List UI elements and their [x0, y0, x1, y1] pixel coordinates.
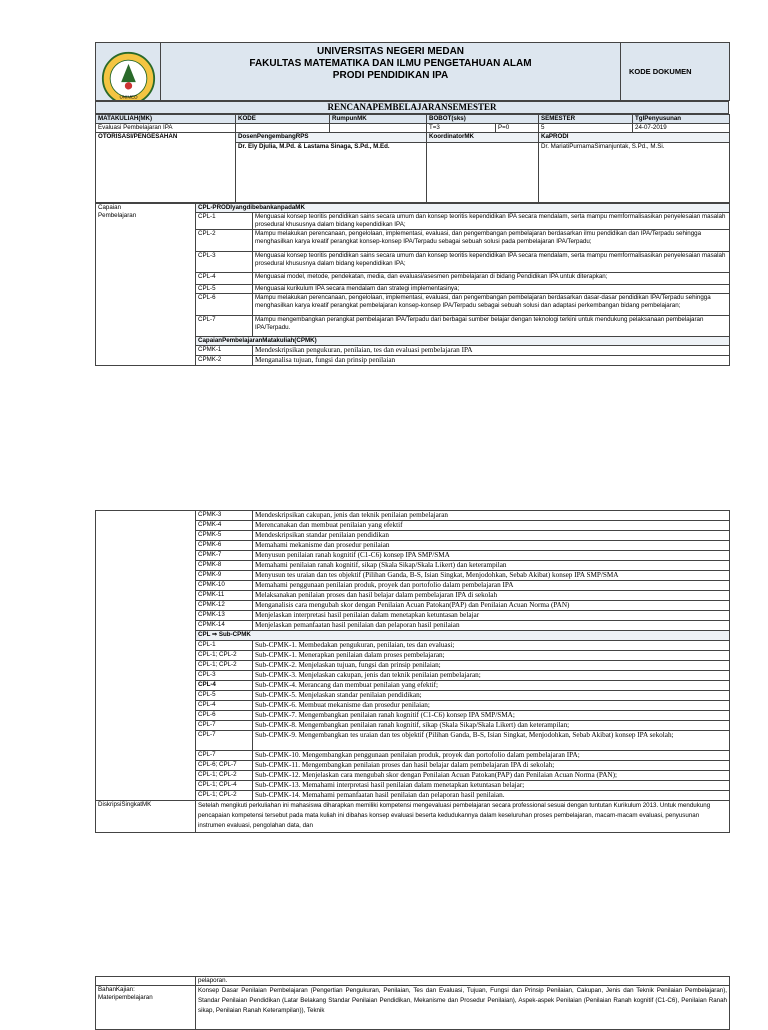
sub-code: CPL-7 [196, 751, 253, 761]
kaprodi-label: KaPRODI [539, 133, 730, 143]
rps-page-1 [95, 42, 729, 366]
koordinator-label: KoordinatorMK [427, 133, 539, 143]
diskripsi-label: DiskripsiSingkatMK [96, 801, 196, 833]
cpmk-code: CPMK-7 [196, 551, 253, 561]
cpmk-code: CPMK-4 [196, 521, 253, 531]
sub-code: CPL-1; CPL-2 [196, 771, 253, 781]
cpl-text: Menguasai kurikulum IPA secara mendalam dan strategi implementasinya; [253, 285, 730, 294]
doc-title-table [95, 101, 729, 114]
capaian-label-2: Pembelajaran [98, 212, 137, 219]
institution-title [161, 43, 621, 101]
cpl-text: Mampu mengembangkan perangkat pembelajaran IPA/Terpadu dari berbagai sumber belajar dengan teknologi terkini untuk mendukung pelaksanaan pembelajaran IPA/Terpadu. [253, 316, 730, 337]
cpmk-text: Menjelaskan interpretasi hasil penilaian dalam menetapkan ketuntasan belajar [253, 611, 730, 621]
sub-text: Sub-CPMK-3. Menjelaskan cakupan, jenis dan teknik penilaian pembelajaran; [253, 671, 730, 681]
sub-code: CPL-1; CPL-2 [196, 661, 253, 671]
col-matakuliah: MATAKULIAH(MK) [96, 115, 236, 124]
cpmk-text: Menganalisa tujuan, fungsi dan prinsip penilaian [253, 356, 730, 366]
cpmk-code: CPMK-2 [196, 356, 253, 366]
cpl-code: CPL-7 [196, 316, 253, 337]
mk-table [95, 114, 730, 203]
cpmk-code: CPMK-3 [196, 511, 253, 521]
logo-cell [96, 43, 161, 101]
col-kode: KODE [236, 115, 330, 124]
sub-text: Sub-CPMK-2. Menjelaskan tujuan, fungsi dan prinsip penilaian; [253, 661, 730, 671]
cpl-code: CPL-5 [196, 285, 253, 294]
sub-code: CPL-7 [196, 731, 253, 751]
cpmk-text: Mendeskripsikan pengukuran, penilaian, tes dan evaluasi pembelajaran IPA [253, 346, 730, 356]
cpmk-code: CPMK-5 [196, 531, 253, 541]
svg-text:UNIMED: UNIMED [119, 94, 138, 100]
cpmk-text: Mendeskripsikan standar penilaian pendidikan [253, 531, 730, 541]
cpmk-text: Menyusun tes uraian dan tes objektif (Pilihan Ganda, B-S, Isian Singkat, Menjodohkan, Sebab Akibat) konsep IPA SMP/SMA [253, 571, 730, 581]
sub-code: CPL-1; CPL-4 [196, 781, 253, 791]
cpmk-text: Menjelaskan pemanfaatan hasil penilaian dan pelaporan hasil penilaian [253, 621, 730, 631]
col-semester: SEMESTER [539, 115, 633, 124]
faculty-name: FAKULTAS MATEMATIKA DAN ILMU PENGETAHUAN ALAM [249, 58, 532, 69]
cpmk-text: Memahami penilaian ranah kognitif, sikap (Skala Sikap/Skala Likert) dan keterampilan [253, 561, 730, 571]
rps-page-2 [95, 510, 729, 833]
col-rumpun: RumpunMK [330, 115, 427, 124]
cpmk-text: Menyusun penilaian ranah kognitif (C1-C6) konsep IPA SMP/SMA [253, 551, 730, 561]
cpmk-text: Memahami mekanisme dan prosedur penilaian [253, 541, 730, 551]
rps-page-3 [95, 976, 729, 1030]
sub-code: CPL-1 [196, 641, 253, 651]
sub-code: CPL-1; CPL-2 [196, 651, 253, 661]
cpl-header: CPL-PRODIyangdibebankanpadaMK [196, 204, 730, 213]
cpmk-text: Melaksanakan penilaian proses dan hasil belajar dalam pembelajaran IPA di sekolah [253, 591, 730, 601]
cpmk-code: CPMK-1 [196, 346, 253, 356]
sub-text: Sub-CPMK-10. Mengembangkan penggunaan penilaian produk, proyek dan portofolio dalam pembelajaran IPA; [253, 751, 730, 761]
sub-code: CPL-1; CPL-2 [196, 791, 253, 801]
university-name: UNIVERSITAS NEGERI MEDAN [316, 46, 465, 57]
cpmk-header: CapaianPembelajaranMatakuliah(CPMK) [196, 337, 730, 346]
sub-code: CPL-4 [196, 681, 253, 691]
cpl-code: CPL-6 [196, 294, 253, 316]
bahan-cont: pelaporan. [196, 977, 730, 986]
kode-dokumen: KODE DOKUMEN [621, 43, 730, 101]
sub-text: Sub-CPMK-4. Merancang dan membuat penilaian yang efektif; [253, 681, 730, 691]
sub-text: Sub-CPMK-8. Mengembangkan penilaian ranah kognitif, sikap (Skala Sikap/Skala Likert) dan keterampilan; [253, 721, 730, 731]
dosen-name: Dr. Ely Djulia, M.Pd. & Lastama Sinaga, S.Pd., M.Ed. [236, 143, 427, 203]
bahan-text: Konsep Dasar Penilaian Pembelajaran (Pengertian Pengukuran, Penilaian, Tes dan Evaluasi, Tujuan, Fungsi dan Prinsip Penilaian, Cakupan, Jenis dan Teknik Penilaian Pembelajaran), Standar Penilaian Pendidikan (Latar Belakang Standar Penilaian Pendidikan, Mekanisme dan Prosedur Penilaian), Aspek-aspek Penilaian (Penilaian Ranah kognitif (C1-C6), Penilaian Ranah sikap, Penilaian Ranah Keterampilan)), Teknik [196, 986, 730, 1030]
sub-text: Sub-CPMK-6. Membuat mekanisme dan prosedur penilaian; [253, 701, 730, 711]
mk-tgl: 24-07-2019 [633, 124, 730, 133]
cp-table [95, 203, 730, 366]
cpl-code: CPL-4 [196, 273, 253, 285]
cpl-text: Menguasai model, metode, pendekatan, media, dan evaluasi/asesmen pembelajaran di bidang Pendidikan IPA untuk diterapkan; [253, 273, 730, 285]
cpmk-code: CPMK-10 [196, 581, 253, 591]
dosen-label: DosenPengembangRPS [236, 133, 427, 143]
cpl-text: Mampu melakukan perencanaan, pengelolaan, implementasi, evaluasi, dan pengembangan pembelajaran berdasarkan dasar-dasar pendidikan IPA/Terpadu sehingga menghasilkan karya kreatif perangkat pembelajaran konsep-konsep IPA/Terpadu sebagai sebuah solusi dan adaptasi perkembangan bidang pembelajaran; [253, 294, 730, 316]
mk-p: P=0 [496, 124, 539, 133]
sub-code: CPL-6 [196, 711, 253, 721]
prodi-name: PRODI PENDIDIKAN IPA [332, 70, 449, 81]
cpmk-code: CPMK-8 [196, 561, 253, 571]
mk-semester: 5 [539, 124, 633, 133]
sub-code: CPL-5 [196, 691, 253, 701]
left-empty [96, 511, 196, 801]
cpl-code: CPL-2 [196, 230, 253, 252]
cpl-text: Mampu melakukan perencanaan, pengelolaan, implementasi, evaluasi, dan pengembangan pembelajaran berdasarkan ilmu pendidikan dan IPA/Terpadu sehingga menghasilkan karya kreatif perangkat konsep-konsep IPA/Terpadu sebagai sebuah solusi pada pembelajaran IPA/Terpadu; [253, 230, 730, 252]
sub-code: CPL-7 [196, 721, 253, 731]
sub-code: CPL-6; CPL-7 [196, 761, 253, 771]
sub-code: CPL-3 [196, 671, 253, 681]
header-table [95, 42, 730, 101]
sub-text: Sub-CPMK-12. Menjelaskan cara mengubah skor dengan Penilaian Acuan Patokan(PAP) dan Penilaian Acuan Norma (PAN); [253, 771, 730, 781]
sub-text: Sub-CPMK-5. Menjelaskan standar penilaian pendidikan; [253, 691, 730, 701]
cpmk-text: Memahami penggunaan penilaian produk, proyek dan portofolio dalam pembelajaran IPA [253, 581, 730, 591]
col-bobot: BOBOT(sks) [427, 115, 539, 124]
cpmk-code: CPMK-12 [196, 601, 253, 611]
cpmk-code: CPMK-9 [196, 571, 253, 581]
cpmk-code: CPMK-6 [196, 541, 253, 551]
cpl-text: Menguasai konsep teoritis pendidikan sains secara umum dan konsep teoritis kependidikan IPA secara mendalam, serta mampu memformalisasikan penyelesaian masalah prosedural khususnya dalam bidang kependidikan IPA; [253, 213, 730, 230]
sub-text: Sub-CPMK-9. Mengembangkan tes uraian dan tes objektif (Pilihan Ganda, B-S, Isian Singkat, Menjodohkan, Sebab Akibat) konsep IPA sekolah; [253, 731, 730, 751]
cpmk-code: CPMK-13 [196, 611, 253, 621]
cpmk-text: Menganalisis cara mengubah skor dengan Penilaian Acuan Patokan(PAP) dan Penilaian Acuan Norma (PAN) [253, 601, 730, 611]
cpl-text: Menguasai konsep teoritis pendidikan sains secara umum dan konsep teoritis kependidikan IPA secara mendalam, serta mampu memformalisasikan penyelesaian masalah prosedural khususnya dalam bidang kependidikan IPA; [253, 252, 730, 273]
capaian-label [96, 204, 196, 366]
sub-text: Sub-CPMK-1. Menerapkan penilaian dalam proses pembelajaran; [253, 651, 730, 661]
mk-t: T=3 [427, 124, 496, 133]
sub-text: Sub-CPMK-7. Mengembangkan penilaian ranah kognitif (C1-C6) konsep IPA SMP/SMA; [253, 711, 730, 721]
otorisasi-label: OTORISASI/PENGESAHAN [96, 133, 236, 203]
diskripsi-text: Setelah mengikuti perkuliahan ini mahasiswa diharapkan memiliki kompetensi mengevaluasi pembelajaran secara professional sesuai dengan tuntutan Kurikulum 2013. Untuk mendukung pencapaian kompetensi tersebut pada mata kuliah ini dibahas konsep evaluasi beserta kedudukannya dalam keseluruhan proses pembelajaran, macam-macam evaluasi, penyusunan instrumen evaluasi, pengolahan data, dan [196, 801, 730, 833]
sub-text: Sub-CPMK-14. Memahami pemanfaatan hasil penilaian dan pelaporan hasil penilaian. [253, 791, 730, 801]
bahan-label: BahanKajian: Materipembelajaran [96, 986, 196, 1030]
cpmk-code: CPMK-11 [196, 591, 253, 601]
sub-text: Sub-CPMK-13. Memahami interpretasi hasil penilaian dalam menetapkan ketuntasan belajar; [253, 781, 730, 791]
cpl-code: CPL-3 [196, 252, 253, 273]
sub-text: Sub-CPMK-11. Mengembangkan penilaian proses dan hasil belajar dalam pembelajaran IPA di sekolah; [253, 761, 730, 771]
cpmk-code: CPMK-14 [196, 621, 253, 631]
kaprodi-name: Dr. MariatiPurnamaSimanjuntak, S.Pd., M.Si. [539, 143, 730, 203]
cpmk-text: Merencanakan dan membuat penilaian yang efektif [253, 521, 730, 531]
cpmk-text: Mendeskripsikan cakupan, jenis dan teknik penilaian pembelajaran [253, 511, 730, 521]
mk-name: Evaluasi Pembelajaran IPA [96, 124, 236, 133]
capaian-label-1: Capaian [98, 204, 122, 211]
cpl-code: CPL-1 [196, 213, 253, 230]
sub-cpmk-header: CPL ⇒ Sub-CPMK [196, 631, 730, 641]
doc-title: RENCANAPEMBELAJARANSEMESTER [96, 102, 729, 114]
sub-code: CPL-4 [196, 701, 253, 711]
cpmk-table [95, 510, 730, 833]
sub-text: Sub-CPMK-1. Membedakan pengukuran, penilaian, tes dan evaluasi; [253, 641, 730, 651]
col-tgl: TglPenyusunan [633, 115, 730, 124]
unimed-logo-icon [101, 51, 156, 101]
bahan-table [95, 976, 730, 1030]
